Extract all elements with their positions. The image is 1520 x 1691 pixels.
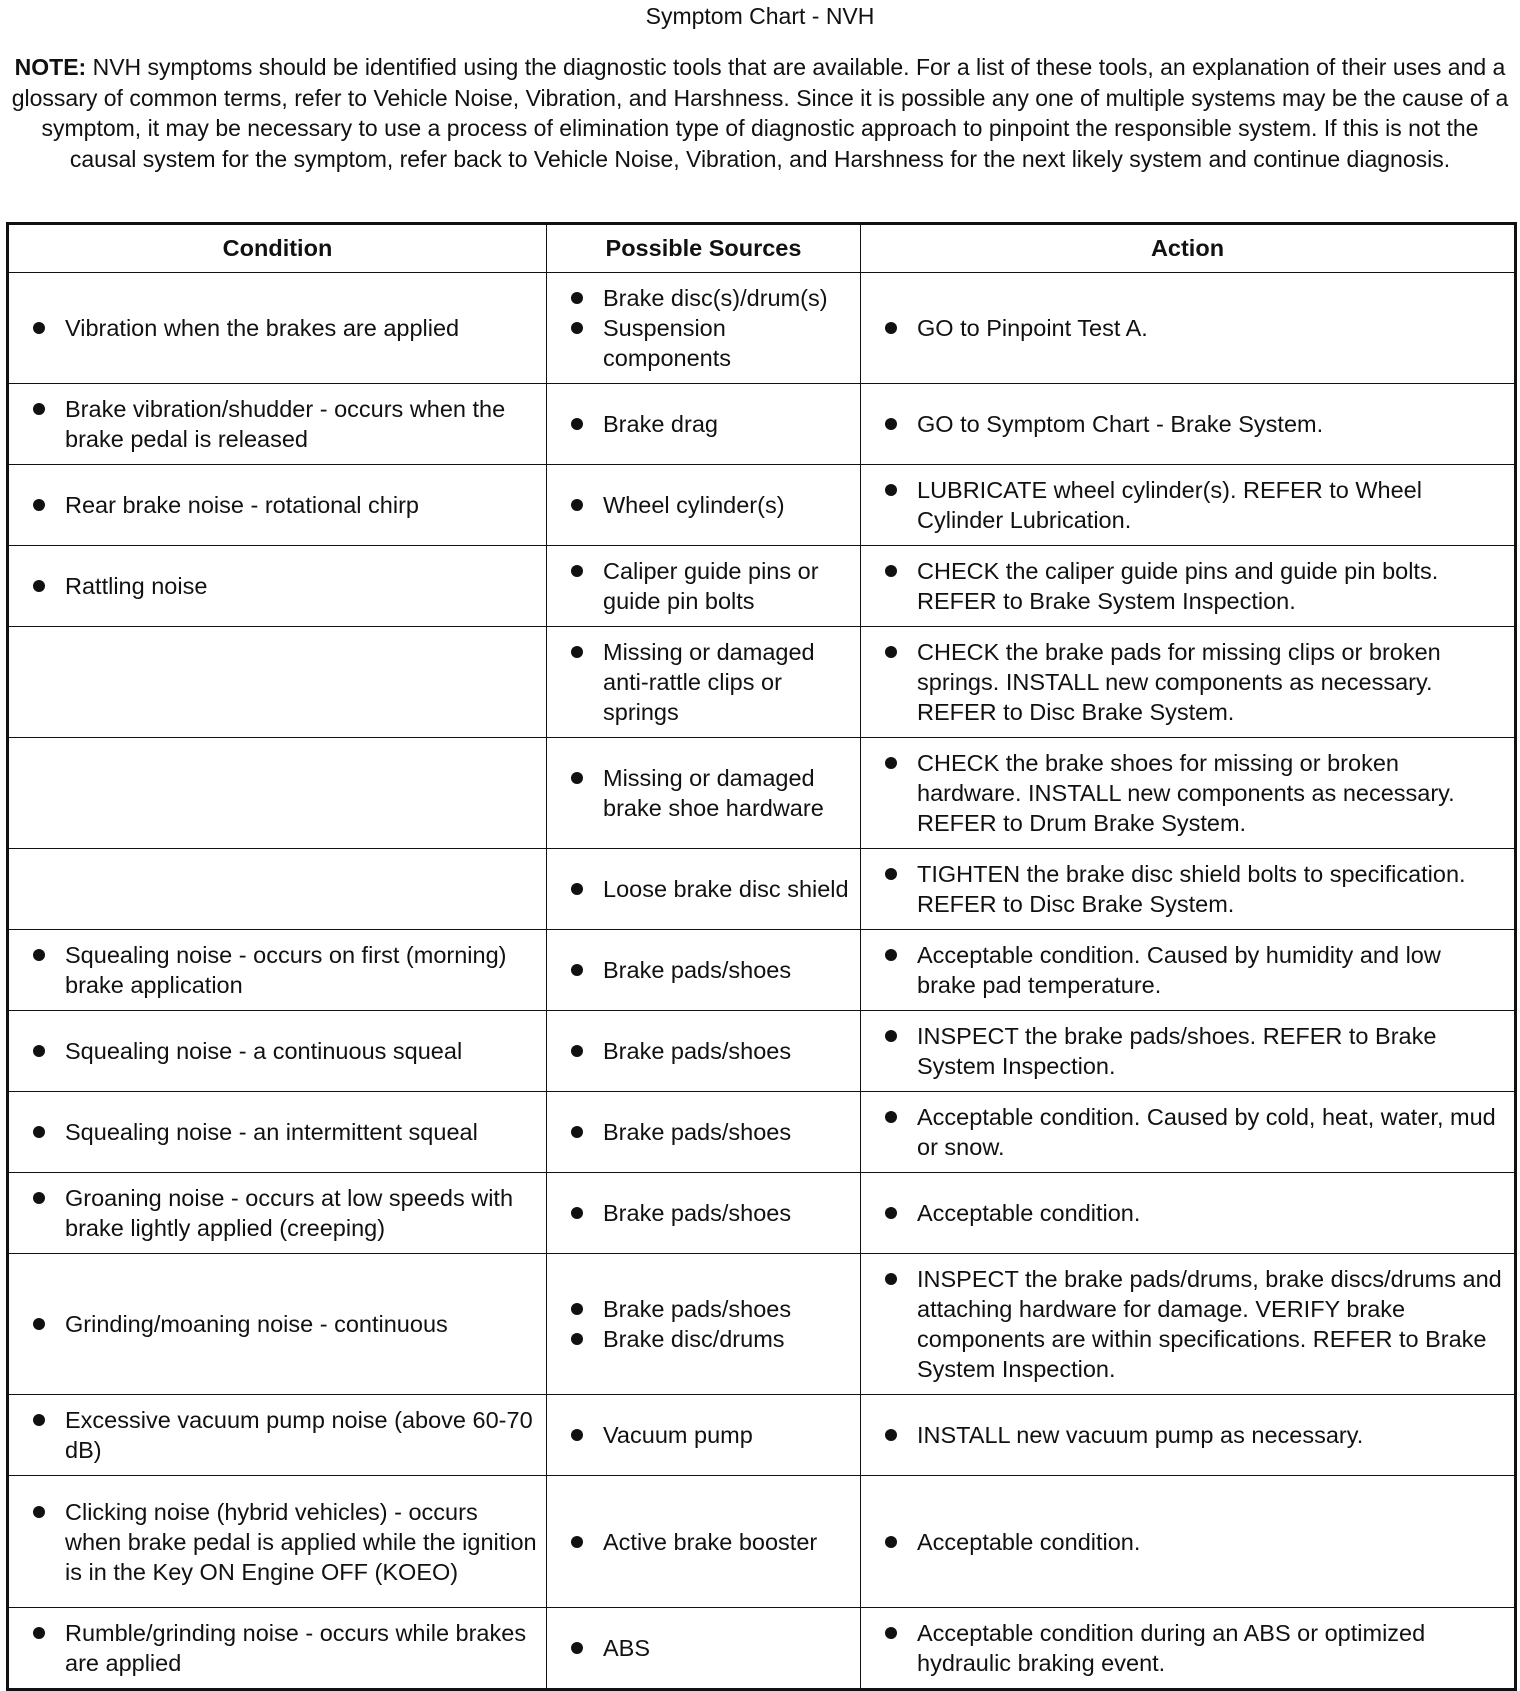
page-title: Symptom Chart - NVH: [645, 3, 875, 29]
action-cell: [861, 546, 1516, 627]
sources-cell: [547, 1476, 861, 1608]
source-item: Brake drag: [569, 409, 852, 439]
source-item: Brake pads/shoes: [569, 1117, 852, 1147]
header-action: Action: [861, 224, 1516, 273]
action-item: Acceptable condition.: [883, 1527, 1506, 1557]
bullet-list: [883, 940, 1506, 1000]
condition-cell: [8, 273, 547, 384]
table-row: [8, 546, 1516, 627]
table-row: [8, 738, 1516, 849]
condition-cell: [8, 546, 547, 627]
action-cell: [861, 849, 1516, 930]
condition-item: Groaning noise - occurs at low speeds with brake lightly applied (creeping): [31, 1183, 538, 1243]
bullet-list: [31, 1036, 538, 1066]
sources-cell: [547, 1395, 861, 1476]
action-item: GO to Symptom Chart - Brake System.: [883, 409, 1506, 439]
condition-cell: [8, 1092, 547, 1173]
table-row: [8, 1608, 1516, 1690]
condition-item: Rumble/grinding noise - occurs while brakes are applied: [31, 1618, 538, 1678]
condition-cell: [8, 1395, 547, 1476]
bullet-list: [883, 1618, 1506, 1678]
note-text: NVH symptoms should be identified using the diagnostic tools that are available. For a list of these tools, an explanation of their uses and a glossary of common terms, refer to Vehicle Noise, Vibration, and Harshness. Since it is possible any one of multiple systems may be the cause of a symptom, it may be necessary to use a process of elimination type of diagnostic approach to pinpoint the responsible system. If this is not the causal system for the symptom, refer back to Vehicle Noise, Vibration, and Harshness for the next likely system and continue diagnosis.: [11, 54, 1509, 172]
table-row: [8, 930, 1516, 1011]
bullet-list: [569, 1036, 852, 1066]
action-cell: [861, 1395, 1516, 1476]
bullet-list: [569, 1198, 852, 1228]
bullet-list: [569, 1527, 852, 1557]
condition-cell: [8, 930, 547, 1011]
condition-item: Grinding/moaning noise - continuous: [31, 1309, 538, 1339]
table-row: [8, 1395, 1516, 1476]
source-item: Caliper guide pins or guide pin bolts: [569, 556, 852, 616]
bullet-list: [883, 409, 1506, 439]
condition-item: Clicking noise (hybrid vehicles) - occurs when brake pedal is applied while the ignition is in the Key ON Engine OFF (KOEO): [31, 1497, 538, 1587]
action-item: LUBRICATE wheel cylinder(s). REFER to Wheel Cylinder Lubrication.: [883, 475, 1506, 535]
bullet-list: [883, 1527, 1506, 1557]
bullet-list: [569, 490, 852, 520]
bullet-list: [883, 637, 1506, 727]
source-item: ABS: [569, 1633, 852, 1663]
bullet-list: [883, 1264, 1506, 1384]
action-item: TIGHTEN the brake disc shield bolts to specification. REFER to Disc Brake System.: [883, 859, 1506, 919]
action-cell: [861, 627, 1516, 738]
sources-cell: [547, 384, 861, 465]
note-paragraph: [10, 52, 1510, 174]
sources-cell: [547, 738, 861, 849]
action-item: INSPECT the brake pads/shoes. REFER to Brake System Inspection.: [883, 1021, 1506, 1081]
sources-cell: [547, 1608, 861, 1690]
bullet-list: [883, 1420, 1506, 1450]
source-item: Brake pads/shoes: [569, 955, 852, 985]
source-item: Brake pads/shoes: [569, 1294, 852, 1324]
header-row: [8, 224, 1516, 273]
table-row: [8, 1011, 1516, 1092]
source-item: Active brake booster: [569, 1527, 852, 1557]
table-row: [8, 1173, 1516, 1254]
bullet-list: [883, 748, 1506, 838]
bullet-list: [569, 1420, 852, 1450]
table-row: [8, 384, 1516, 465]
condition-item: Squealing noise - a continuous squeal: [31, 1036, 538, 1066]
table-row: [8, 1092, 1516, 1173]
bullet-list: [31, 571, 538, 601]
bullet-list: [883, 1198, 1506, 1228]
action-cell: [861, 738, 1516, 849]
condition-item: Vibration when the brakes are applied: [31, 313, 538, 343]
condition-cell: [8, 849, 547, 930]
sources-cell: [547, 930, 861, 1011]
source-item: Brake pads/shoes: [569, 1036, 852, 1066]
bullet-list: [31, 313, 538, 343]
bullet-list: [569, 763, 852, 823]
action-item: Acceptable condition.: [883, 1198, 1506, 1228]
bullet-list: [883, 1021, 1506, 1081]
bullet-list: [31, 490, 538, 520]
condition-cell: [8, 1608, 547, 1690]
action-cell: [861, 1254, 1516, 1395]
condition-cell: [8, 1476, 547, 1608]
action-cell: [861, 1476, 1516, 1608]
header-condition: Condition: [8, 224, 547, 273]
bullet-list: [31, 1309, 538, 1339]
bullet-list: [883, 475, 1506, 535]
bullet-list: [883, 556, 1506, 616]
sources-cell: [547, 627, 861, 738]
action-item: GO to Pinpoint Test A.: [883, 313, 1506, 343]
action-item: INSTALL new vacuum pump as necessary.: [883, 1420, 1506, 1450]
bullet-list: [31, 1405, 538, 1465]
condition-cell: [8, 384, 547, 465]
condition-item: Rear brake noise - rotational chirp: [31, 490, 538, 520]
chart-body: [8, 273, 1516, 1690]
header-possible-sources: Possible Sources: [547, 224, 861, 273]
action-cell: [861, 384, 1516, 465]
condition-item: Squealing noise - an intermittent squeal: [31, 1117, 538, 1147]
action-cell: [861, 273, 1516, 384]
condition-item: Squealing noise - occurs on first (morning) brake application: [31, 940, 538, 1000]
action-item: Acceptable condition. Caused by humidity and low brake pad temperature.: [883, 940, 1506, 1000]
bullet-list: [569, 874, 852, 904]
action-item: CHECK the brake pads for missing clips or broken springs. INSTALL new components as necessary. REFER to Disc Brake System.: [883, 637, 1506, 727]
bullet-list: [569, 556, 852, 616]
symptom-chart-table: [6, 222, 1517, 1691]
condition-cell: [8, 1011, 547, 1092]
source-item: Brake disc(s)/drum(s): [569, 283, 852, 313]
bullet-list: [569, 955, 852, 985]
action-item: CHECK the caliper guide pins and guide pin bolts. REFER to Brake System Inspection.: [883, 556, 1506, 616]
action-item: INSPECT the brake pads/drums, brake discs/drums and attaching hardware for damage. VERIFY brake components are within specifications. REFER to Brake System Inspection.: [883, 1264, 1506, 1384]
table-row: [8, 465, 1516, 546]
source-item: Missing or damaged brake shoe hardware: [569, 763, 852, 823]
bullet-list: [569, 637, 852, 727]
action-cell: [861, 1608, 1516, 1690]
condition-cell: [8, 1254, 547, 1395]
bullet-list: [31, 1618, 538, 1678]
bullet-list: [883, 313, 1506, 343]
source-item: Missing or damaged anti-rattle clips or springs: [569, 637, 852, 727]
action-cell: [861, 1011, 1516, 1092]
action-item: CHECK the brake shoes for missing or broken hardware. INSTALL new components as necessary. REFER to Drum Brake System.: [883, 748, 1506, 838]
action-cell: [861, 930, 1516, 1011]
source-item: Wheel cylinder(s): [569, 490, 852, 520]
action-cell: [861, 465, 1516, 546]
source-item: Vacuum pump: [569, 1420, 852, 1450]
source-item: Brake disc/drums: [569, 1324, 852, 1354]
bullet-list: [569, 1117, 852, 1147]
bullet-list: [31, 394, 538, 454]
action-cell: [861, 1092, 1516, 1173]
condition-cell: [8, 627, 547, 738]
note-label: NOTE:: [14, 54, 87, 80]
sources-cell: [547, 1011, 861, 1092]
bullet-list: [569, 409, 852, 439]
bullet-list: [31, 1497, 538, 1587]
action-item: Acceptable condition during an ABS or optimized hydraulic braking event.: [883, 1618, 1506, 1678]
sources-cell: [547, 849, 861, 930]
condition-item: Brake vibration/shudder - occurs when the brake pedal is released: [31, 394, 538, 454]
bullet-list: [31, 1117, 538, 1147]
bullet-list: [31, 940, 538, 1000]
bullet-list: [31, 1183, 538, 1243]
condition-item: Rattling noise: [31, 571, 538, 601]
bullet-list: [569, 1294, 852, 1354]
source-item: Brake pads/shoes: [569, 1198, 852, 1228]
table-row: [8, 627, 1516, 738]
condition-cell: [8, 465, 547, 546]
action-cell: [861, 1173, 1516, 1254]
bullet-list: [569, 1633, 852, 1663]
condition-cell: [8, 1173, 547, 1254]
table-row: [8, 273, 1516, 384]
source-item: Suspension components: [569, 313, 852, 373]
table-row: [8, 849, 1516, 930]
condition-item: Excessive vacuum pump noise (above 60-70 dB): [31, 1405, 538, 1465]
sources-cell: [547, 1092, 861, 1173]
condition-cell: [8, 738, 547, 849]
source-item: Loose brake disc shield: [569, 874, 852, 904]
sources-cell: [547, 1254, 861, 1395]
sources-cell: [547, 1173, 861, 1254]
sources-cell: [547, 273, 861, 384]
bullet-list: [883, 1102, 1506, 1162]
table-row: [8, 1476, 1516, 1608]
bullet-list: [569, 283, 852, 373]
sources-cell: [547, 465, 861, 546]
action-item: Acceptable condition. Caused by cold, heat, water, mud or snow.: [883, 1102, 1506, 1162]
bullet-list: [883, 859, 1506, 919]
sources-cell: [547, 546, 861, 627]
table-row: [8, 1254, 1516, 1395]
